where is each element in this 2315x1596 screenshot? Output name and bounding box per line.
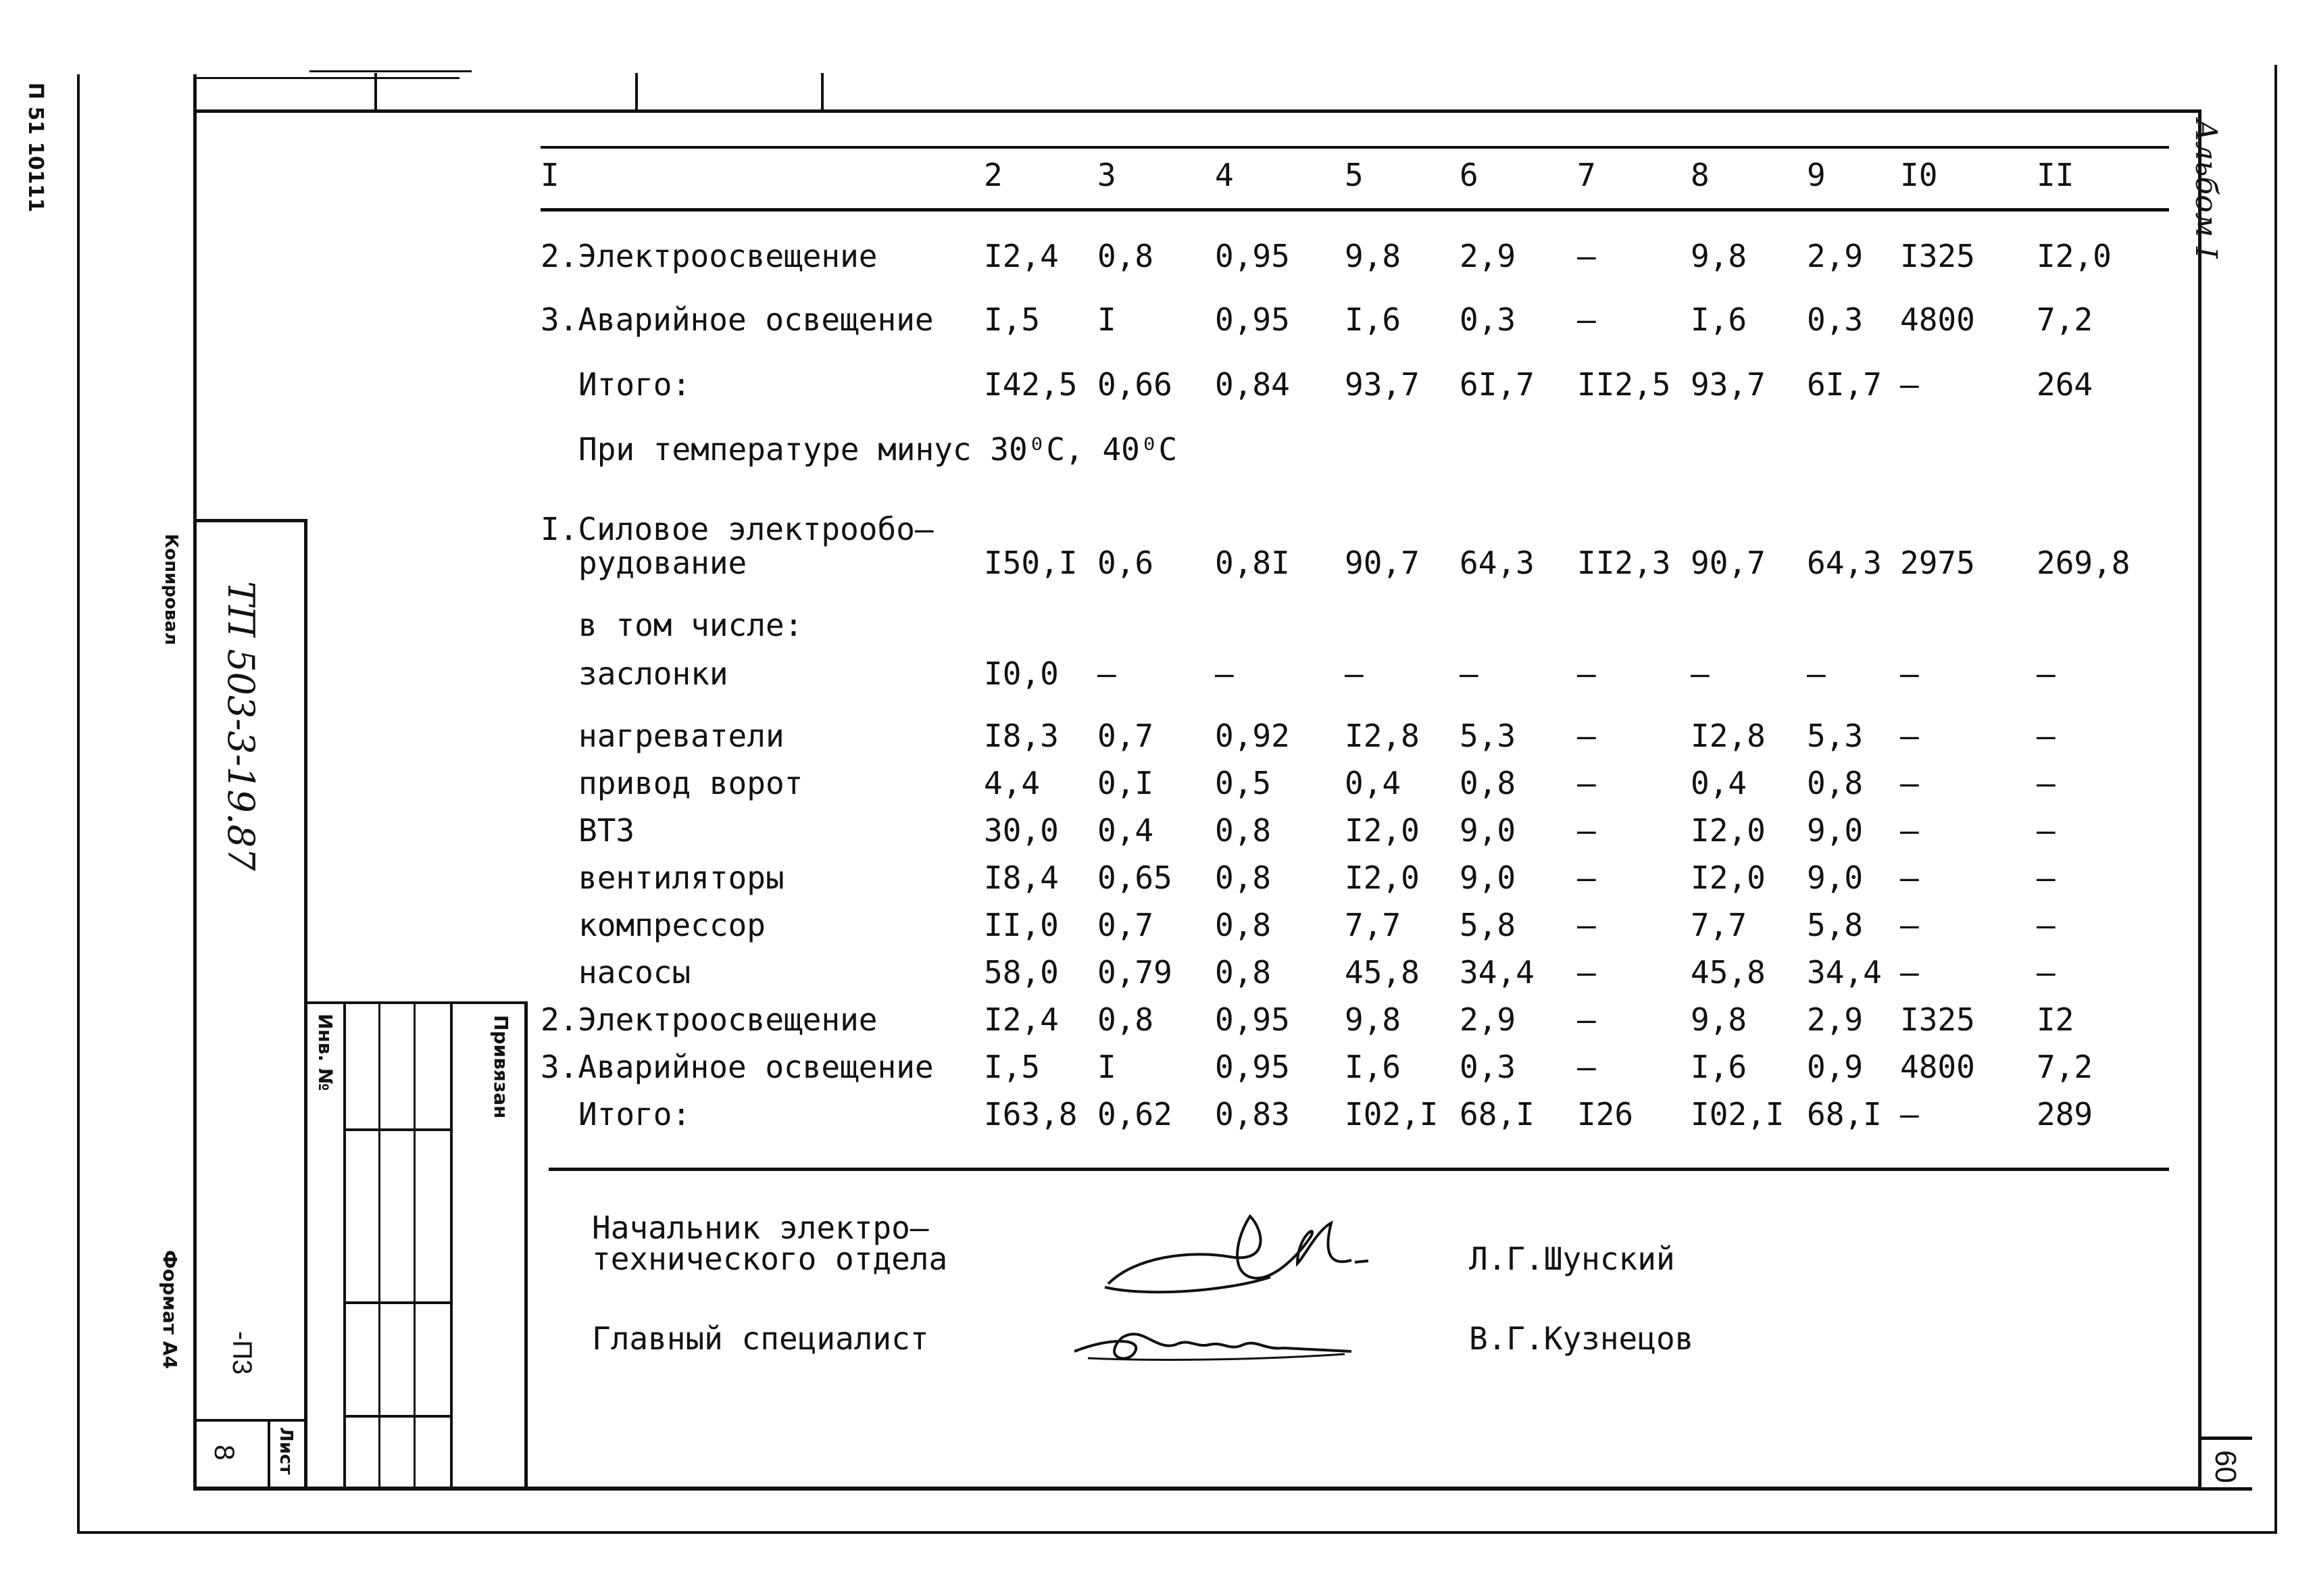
table-cell: –: [1577, 1001, 1596, 1038]
table-cell: 0,95: [1215, 238, 1290, 274]
column-header: I0: [1900, 157, 1938, 193]
sig1-title-line2: технического отдела: [592, 1241, 948, 1277]
table-cell: II2,3: [1577, 545, 1671, 581]
table-cell: –: [1215, 655, 1234, 692]
table-cell: 0,84: [1215, 366, 1290, 403]
top-tick-5: [821, 73, 824, 111]
table-cell: –: [1577, 655, 1596, 692]
row-label: нагреватели: [578, 718, 785, 754]
table-cell: 4800: [1900, 301, 1975, 338]
row-label: рудование: [578, 545, 747, 581]
table-cell: –: [1691, 655, 1710, 692]
table-cell: 269,8: [2037, 545, 2131, 581]
row-label: 2.Электроосвещение: [541, 238, 878, 274]
doc-code: -П3: [227, 1331, 257, 1375]
table-cell: II2,5: [1577, 366, 1671, 403]
table-cell: 7,2: [2037, 301, 2093, 338]
table-cell: 45,8: [1345, 954, 1420, 991]
table-cell: 0,65: [1097, 859, 1172, 896]
grid-col-6: [524, 1001, 528, 1489]
table-cell: I,5: [984, 301, 1041, 338]
table-cell: 6I,7: [1460, 366, 1535, 403]
table-cell: I2,0: [1345, 812, 1420, 849]
table-cell: 264: [2037, 366, 2093, 403]
stamp-sheet-div: [268, 1419, 270, 1489]
copied-label: Копировал: [161, 534, 181, 645]
table-cell: 2,9: [1807, 238, 1864, 274]
bound-label: Привязан: [490, 1015, 512, 1119]
table-rule-top: [541, 146, 2169, 149]
table-cell: I: [1097, 1049, 1116, 1085]
table-cell: 0,4: [1345, 765, 1401, 801]
row-label: заслонки: [578, 655, 728, 692]
table-cell: 34,4: [1807, 954, 1882, 991]
row-label: 3.Аварийное освещение: [541, 1049, 934, 1085]
table-cell: I2,4: [984, 238, 1059, 274]
table-cell: –: [1900, 655, 1919, 692]
table-cell: 0,83: [1215, 1096, 1290, 1132]
table-cell: –: [2037, 655, 2056, 692]
stamp-sheet-top: [195, 1419, 307, 1422]
project-code: ТП 503-3-19.87: [220, 581, 262, 871]
table-cell: 0,95: [1215, 1049, 1290, 1085]
table-cell: –: [1577, 765, 1596, 801]
format-label: Формат А4: [159, 1250, 181, 1369]
table-cell: 93,7: [1345, 366, 1420, 403]
table-cell: 9,8: [1345, 1001, 1401, 1038]
table-cell: 45,8: [1691, 954, 1766, 991]
table-cell: 2,9: [1807, 1001, 1864, 1038]
table-cell: 0,66: [1097, 366, 1172, 403]
table-cell: –: [2037, 907, 2056, 943]
table-cell: 30,0: [984, 812, 1059, 849]
table-cell: 2,9: [1460, 1001, 1516, 1038]
table-cell: I,6: [1691, 1049, 1747, 1085]
table-cell: –: [1807, 655, 1826, 692]
table-cell: I2,8: [1345, 718, 1420, 754]
table-cell: II,0: [984, 907, 1059, 943]
table-cell: 9,0: [1807, 859, 1864, 896]
table-cell: 0,8: [1215, 812, 1272, 849]
table-rule-header: [541, 208, 2169, 211]
table-cell: I02,I: [1345, 1096, 1439, 1132]
table-cell: –: [2037, 812, 2056, 849]
table-cell: 0,6: [1097, 545, 1154, 581]
table-cell: 9,8: [1345, 238, 1401, 274]
signature-1: [1095, 1210, 1378, 1304]
table-cell: –: [2037, 765, 2056, 801]
margin-code: П 51 10111: [24, 82, 47, 213]
table-cell: I: [1097, 301, 1116, 338]
table-cell: –: [1900, 954, 1919, 991]
sig1-name: Л.Г.Шунский: [1469, 1241, 1675, 1277]
table-cell: 64,3: [1807, 545, 1882, 581]
table-cell: –: [1900, 812, 1919, 849]
table-cell: 9,0: [1460, 812, 1516, 849]
table-cell: I63,8: [984, 1096, 1078, 1132]
table-cell: 0,4: [1097, 812, 1154, 849]
table-cell: –: [2037, 718, 2056, 754]
table-cell: I26: [1577, 1096, 1634, 1132]
row-label: ВТЗ: [578, 812, 635, 849]
table-cell: 0,3: [1807, 301, 1864, 338]
row-label: I.Силовое электрообо–: [541, 511, 934, 547]
table-cell: I50,I: [984, 545, 1078, 581]
including-label: в том числе:: [578, 607, 803, 643]
table-cell: –: [1097, 655, 1116, 692]
stamp-col-1: [304, 519, 307, 1489]
column-header: 2: [984, 157, 1003, 193]
grid-row-1: [343, 1128, 453, 1131]
table-cell: 0,8I: [1215, 545, 1290, 581]
table-cell: 90,7: [1345, 545, 1420, 581]
table-cell: 68,I: [1807, 1096, 1882, 1132]
sheet-number: 8: [209, 1445, 241, 1461]
table-cell: –: [1577, 1049, 1596, 1085]
top-tick-1: [196, 77, 459, 79]
table-cell: 4800: [1900, 1049, 1975, 1085]
stamp-top: [195, 519, 307, 522]
table-cell: –: [1577, 301, 1596, 338]
table-cell: 93,7: [1691, 366, 1766, 403]
table-cell: 0,3: [1460, 301, 1516, 338]
table-cell: –: [1577, 907, 1596, 943]
table-cell: 0,8: [1215, 954, 1272, 991]
table-cell: I2,0: [1345, 859, 1420, 896]
column-header: 3: [1097, 157, 1116, 193]
page-number: 60: [2209, 1450, 2242, 1483]
table-cell: –: [1900, 1096, 1919, 1132]
table-cell: –: [2037, 954, 2056, 991]
table-cell: I0,0: [984, 655, 1059, 692]
table-cell: 68,I: [1460, 1096, 1535, 1132]
outer-right-line: [2274, 65, 2277, 1534]
sig2-name: В.Г.Кузнецов: [1469, 1320, 1694, 1357]
table-cell: 64,3: [1460, 545, 1535, 581]
table-cell: 2,9: [1460, 238, 1516, 274]
table-cell: –: [1460, 655, 1478, 692]
table-cell: I2,8: [1691, 718, 1766, 754]
table-cell: 0,5: [1215, 765, 1272, 801]
table-cell: 6I,7: [1807, 366, 1882, 403]
column-header: 5: [1345, 157, 1364, 193]
table-cell: –: [1900, 366, 1919, 403]
table-cell: 7,7: [1691, 907, 1747, 943]
table-cell: I,6: [1345, 301, 1401, 338]
table-cell: –: [1345, 655, 1364, 692]
table-cell: 0,7: [1097, 907, 1154, 943]
album-label: Альбом I: [2189, 119, 2223, 259]
table-cell: 0,8: [1215, 907, 1272, 943]
table-cell: I,6: [1345, 1049, 1401, 1085]
frame-bottom-line: [193, 1487, 2201, 1491]
section-title: При температуре минус 30⁰С, 40⁰С: [578, 431, 1178, 468]
table-cell: 0,95: [1215, 301, 1290, 338]
top-tick-2: [309, 70, 472, 72]
outer-left-line: [77, 74, 80, 1534]
outer-bottom-line: [77, 1531, 2277, 1534]
column-header: 7: [1577, 157, 1596, 193]
table-cell: –: [1577, 718, 1596, 754]
table-cell: 5,3: [1807, 718, 1864, 754]
table-cell: I325: [1900, 238, 1975, 274]
table-cell: I,5: [984, 1049, 1041, 1085]
table-cell: I2,0: [2037, 238, 2112, 274]
row-label: привод ворот: [578, 765, 803, 801]
table-cell: 0,8: [1460, 765, 1516, 801]
table-cell: –: [1577, 238, 1596, 274]
table-cell: 0,79: [1097, 954, 1172, 991]
row-label: компрессор: [578, 907, 766, 943]
table-cell: I8,4: [984, 859, 1059, 896]
sheet-label: Лист: [276, 1427, 296, 1475]
table-cell: 0,4: [1691, 765, 1747, 801]
table-cell: I325: [1900, 1001, 1975, 1038]
table-cell: I2,4: [984, 1001, 1059, 1038]
grid-row-3: [343, 1415, 453, 1418]
table-cell: I2,0: [1691, 859, 1766, 896]
table-cell: 5,8: [1807, 907, 1864, 943]
column-header: 6: [1460, 157, 1478, 193]
table-cell: –: [1577, 812, 1596, 849]
top-tick-3: [374, 73, 377, 111]
table-cell: 7,2: [2037, 1049, 2093, 1085]
row-label: вентиляторы: [578, 859, 785, 896]
table-cell: –: [1900, 718, 1919, 754]
table-cell: 0,9: [1807, 1049, 1864, 1085]
signature-2: [1061, 1311, 1358, 1372]
column-header: 4: [1215, 157, 1234, 193]
table-cell: 7,7: [1345, 907, 1401, 943]
table-cell: 0,95: [1215, 1001, 1290, 1038]
table-cell: 9,0: [1460, 859, 1516, 896]
table-cell: 0,7: [1097, 718, 1154, 754]
table-cell: 34,4: [1460, 954, 1535, 991]
table-cell: 58,0: [984, 954, 1059, 991]
table-cell: 9,8: [1691, 1001, 1747, 1038]
table-cell: 289: [2037, 1096, 2093, 1132]
table-cell: –: [1900, 765, 1919, 801]
table-cell: I02,I: [1691, 1096, 1785, 1132]
grid-row-2: [343, 1301, 453, 1304]
table-cell: 9,8: [1691, 238, 1747, 274]
inv-label: Инв. №: [314, 1014, 337, 1091]
frame-left-line: [193, 74, 197, 1491]
table-cell: I2: [2037, 1001, 2074, 1038]
column-header: II: [2037, 157, 2074, 193]
table-cell: I2,0: [1691, 812, 1766, 849]
table-rule-bottom: [549, 1168, 2169, 1171]
table-cell: 0,3: [1460, 1049, 1516, 1085]
column-header: 8: [1691, 157, 1710, 193]
row-label: Итого:: [578, 366, 691, 403]
table-cell: I,6: [1691, 301, 1747, 338]
table-cell: 0,8: [1097, 1001, 1154, 1038]
row-label: 2.Электроосвещение: [541, 1001, 878, 1038]
table-cell: –: [1900, 859, 1919, 896]
table-cell: 5,3: [1460, 718, 1516, 754]
table-cell: 0,92: [1215, 718, 1290, 754]
table-cell: –: [1577, 954, 1596, 991]
table-cell: –: [1577, 859, 1596, 896]
table-cell: –: [2037, 859, 2056, 896]
sig2-title-line1: Главный специалист: [592, 1320, 929, 1357]
table-cell: 0,62: [1097, 1096, 1172, 1132]
top-tick-4: [635, 73, 638, 111]
row-label: насосы: [578, 954, 691, 991]
table-cell: 90,7: [1691, 545, 1766, 581]
table-cell: 4,4: [984, 765, 1041, 801]
table-cell: 2975: [1900, 545, 1975, 581]
table-cell: I8,3: [984, 718, 1059, 754]
table-cell: 0,8: [1807, 765, 1864, 801]
table-cell: 5,8: [1460, 907, 1516, 943]
frame-right-line: [2198, 109, 2201, 1491]
table-cell: I42,5: [984, 366, 1078, 403]
grid-top: [304, 1001, 527, 1004]
table-cell: –: [1900, 907, 1919, 943]
sig1-title-line1: Начальник электро–: [592, 1210, 929, 1246]
frame-top-line: [193, 109, 2201, 113]
row-label: Итого:: [578, 1096, 691, 1132]
table-cell: 9,0: [1807, 812, 1864, 849]
column-header: I: [541, 157, 559, 193]
column-header: 9: [1807, 157, 1826, 193]
table-cell: 0,I: [1097, 765, 1154, 801]
table-cell: 0,8: [1097, 238, 1154, 274]
row-label: 3.Аварийное освещение: [541, 301, 934, 338]
table-cell: 0,8: [1215, 859, 1272, 896]
